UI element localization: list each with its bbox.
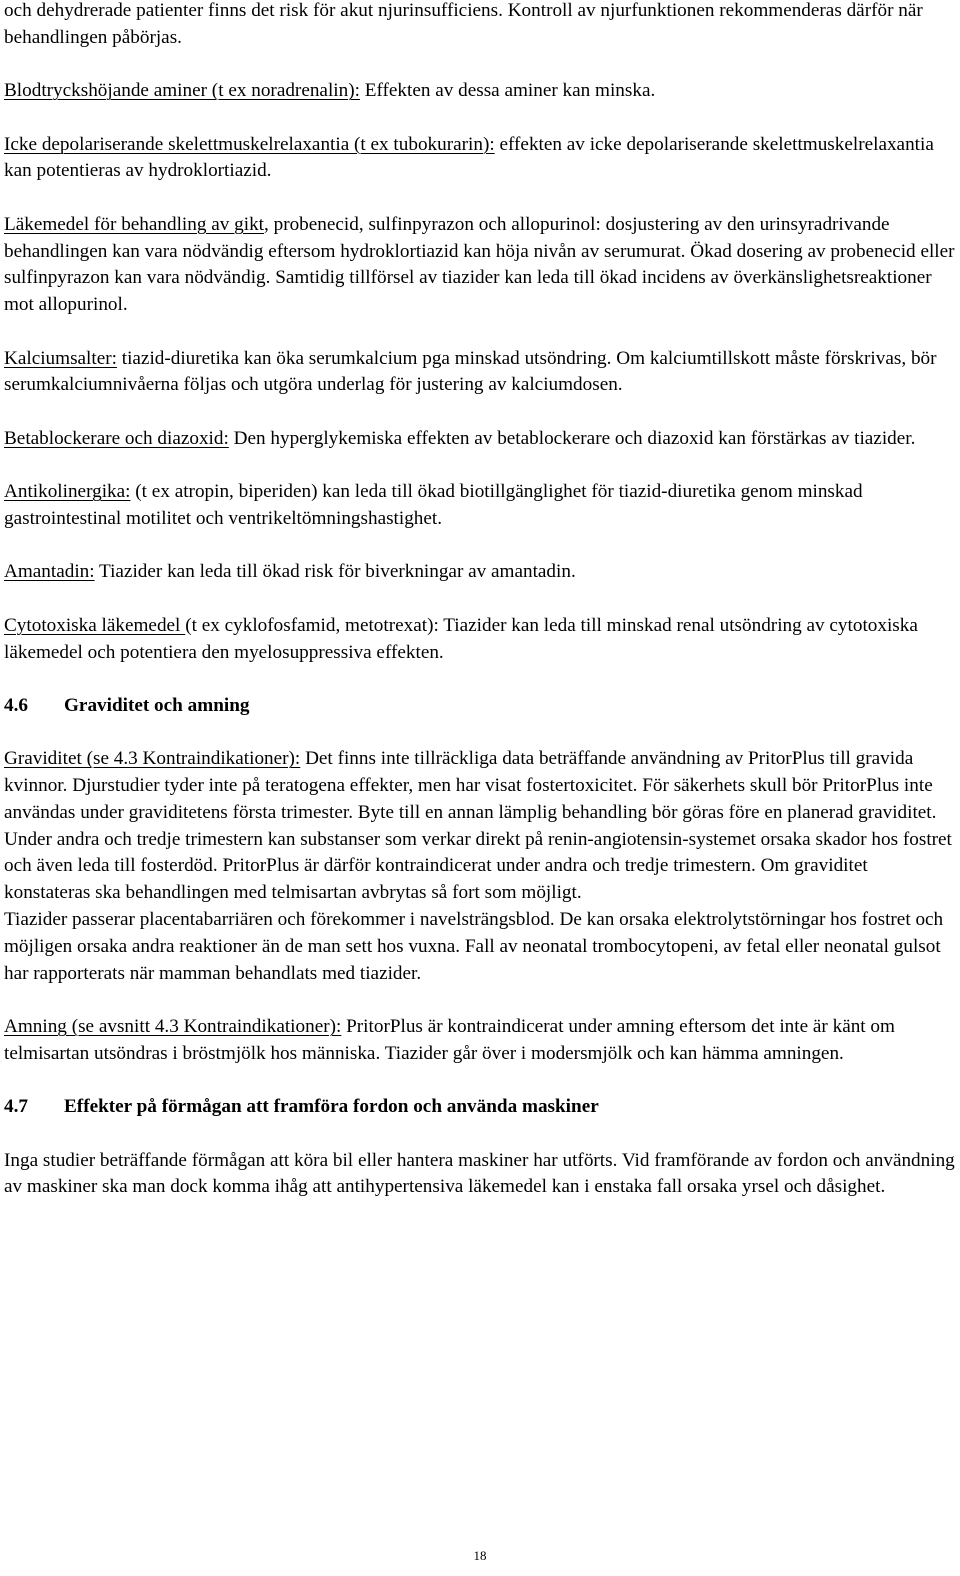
section-number: 4.7 [4, 1096, 28, 1118]
paragraph-heading: Betablockerare och diazoxid: [4, 427, 229, 449]
section-heading-4-6 [4, 693, 956, 720]
paragraph-text: Under andra och tredje trimestern kan substanser som verkar direkt på renin-angiotensin-systemet orsaka skador hos fostret och även leda till fosterdöd. PritorPlus är därför kontraindicerat under andra och tredje trimestern. Om graviditet konstateras ska behandlingen med telmisartan avbrytas så fort som möjligt. [4, 828, 952, 904]
paragraph-heading: Läkemedel för behandling av gikt [4, 213, 265, 235]
paragraph-heading: Amantadin: [4, 561, 95, 583]
paragraph-amines [4, 78, 956, 105]
paragraph-breastfeeding [4, 1014, 956, 1068]
spacer [4, 666, 956, 693]
spacer [4, 1068, 956, 1095]
paragraph-renal [4, 0, 956, 52]
section-heading-4-7 [4, 1094, 956, 1121]
paragraph-heading: Graviditet (se 4.3 Kontraindikationer): [4, 748, 301, 770]
page-number: 18 [473, 1548, 487, 1563]
section-number: 4.6 [4, 694, 28, 716]
section-title: Effekter på förmågan att framföra fordon och använda maskiner [64, 1096, 599, 1118]
paragraph-text: Effekten av dessa aminer kan minska. [359, 80, 656, 102]
paragraph-amantadine [4, 559, 956, 586]
paragraph-anticholinergics [4, 479, 956, 533]
paragraph-text: Den hyperglykemiska effekten av betablockerare och diazoxid kan förstärkas av tiazider. [228, 427, 916, 449]
paragraph-text: effekten av icke depolariserande skelettmuskelrelaxantia kan potentieras av hydroklortiazid. [4, 133, 934, 182]
paragraph-gout [4, 212, 956, 319]
spacer [4, 720, 956, 747]
paragraph-pregnancy-trimester [4, 827, 956, 907]
section-title: Graviditet och amning [64, 694, 250, 716]
paragraph-muscle-relaxants [4, 132, 956, 186]
paragraph-heading: Kalciumsalter: [4, 347, 117, 369]
paragraph-text: PritorPlus är kontraindicerat under amning eftersom det inte är känt om telmisartan utsöndras i bröstmjölk hos människa. Tiazider går över i modersmjölk och kan hämma amningen. [4, 1016, 895, 1064]
document-page [4, 0, 956, 1201]
paragraph-text: tiazid-diuretika kan öka serumkalcium pga minskad utsöndring. Om kalciumtillskott måste förskrivas, bör serumkalciumnivåerna följas och utgöra underlag för justering av kalciumdosen. [4, 347, 937, 396]
paragraph-heading: Cytotoxiska läkemedel [4, 614, 186, 636]
paragraph-pregnancy [4, 746, 956, 826]
paragraph-text: och dehydrerade patienter finns det risk för akut njurinsufficiens. Kontroll av njurfunktionen rekommenderas därför när behandlingen påbörjas. [4, 0, 923, 48]
paragraph-betablockers [4, 426, 956, 453]
spacer [4, 1121, 956, 1148]
paragraph-text: (t ex cyklofosfamid, metotrexat): Tiazider kan leda till minskad renal utsöndring av cytotoxiska läkemedel och potentiera den myelosuppressiva effekten. [4, 614, 918, 663]
paragraph-text: (t ex atropin, biperiden) kan leda till ökad biotillgänglighet för tiazid-diuretika genom minskad gastrointestinal motilitet och ventrikeltömningshastighet. [4, 481, 863, 529]
paragraph-text: Tiazider passerar placentabarriären och förekommer i navelsträngsblod. De kan orsaka elektrolytstörningar hos fostret och möjligen orsaka andra reaktioner än de man sett hos vuxna. Fall av neonatal trombocytopeni, av fetal eller neonatal gulsot har rapporterats när mamman behandlats med tiazider. [4, 909, 944, 984]
paragraph-text: , probenecid, sulfinpyrazon och allopurinol: dosjustering av den urinsyradrivande behandlingen kan vara nödvändig eftersom hydroklortiazid kan höja nivån av serumurat. Ökad dosering av probenecid eller sulfinpyrazon kan vara nödvändig. Samtidig tillförsel av tiazider kan leda till ökad incidens av överkänslighetsreaktioner mot allopurinol. [4, 213, 955, 316]
paragraph-heading: Icke depolariserande skelettmuskelrelaxantia (t ex tubokurarin): [4, 133, 495, 155]
paragraph-pregnancy-thiazides [4, 907, 956, 987]
paragraph-driving [4, 1148, 956, 1202]
paragraph-heading: Antikolinergika: [4, 481, 131, 503]
paragraph-heading: Amning (se avsnitt 4.3 Kontraindikationer): [4, 1016, 342, 1038]
paragraph-heading: Blodtryckshöjande aminer (t ex noradrenalin): [4, 80, 360, 102]
paragraph-text: Det finns inte tillräckliga data beträffande användning av PritorPlus till gravida kvinnor. Djurstudier tyder inte på teratogena effekter, men har visat fostertoxicitet. För säkerhets skull bör PritorPlus inte användas under graviditetens första trimester. Byte till en annan lämplig behandling bör göras före en planerad graviditet. [4, 748, 937, 823]
paragraph-text: Tiazider kan leda till ökad risk för biverkningar av amantadin. [94, 561, 576, 583]
paragraph-text: Inga studier beträffande förmågan att köra bil eller hantera maskiner har utförts. Vid framförande av fordon och användning av maskiner ska man dock komma ihåg att antihypertensiva läkemedel kan i enstaka fall orsaka yrsel och dåsighet. [4, 1149, 955, 1198]
paragraph-calcium [4, 346, 956, 400]
paragraph-cytotoxic [4, 613, 956, 667]
